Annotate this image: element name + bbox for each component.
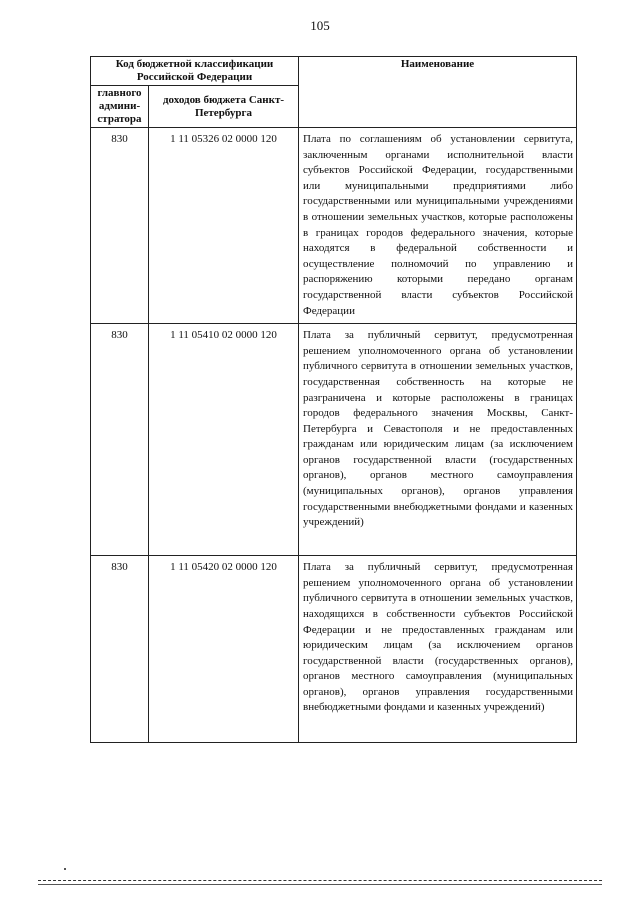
header-name: Наименование — [299, 57, 577, 128]
table-row — [91, 324, 577, 556]
header-classification-code: Код бюджетной классификации Российской Федерации — [91, 57, 299, 86]
table-row — [91, 556, 577, 743]
footer-rule-solid — [38, 884, 602, 885]
header-revenue-code: доходов бюджета Санкт-Петербурга — [149, 86, 299, 128]
table-row — [91, 128, 577, 324]
revenue-code: 1 11 05420 02 0000 120 — [149, 556, 299, 743]
page-number: 105 — [310, 18, 330, 33]
budget-classification-table — [90, 56, 577, 743]
revenue-name: Плата по соглашениям об установлении сервитута, заключенным органами исполнительной власти субъектов Российской Федерации, государственными или муниципальными предприятиями либо государственными или муниципальными учреждениями в отношении земельных участков, которые расположены в границах городов федерального значения, которые находятся в федеральной собственности и осуществление полномочий по управлению и распоряжению которыми передано органам государственной власти субъектов Российской Федерации — [299, 128, 577, 324]
admin-code: 830 — [91, 128, 149, 324]
scan-artifact-dot — [64, 868, 66, 870]
revenue-name: Плата за публичный сервитут, предусмотренная решением уполномоченного органа об установлении публичного сервитута в отношении земельных участков, находящихся в собственности субъектов Российской Федерации и не предоставленных гражданам или юридическим лицам (за исключением органов государственной власти (государственных органов), органов местного самоуправления (муниципальных органов), органов управления государственными внебюджетными фондами и казенных учреждений) — [299, 556, 577, 743]
revenue-code: 1 11 05326 02 0000 120 — [149, 128, 299, 324]
table-header-row-1 — [91, 57, 577, 86]
header-admin: главного админи-стратора — [91, 86, 149, 128]
footer-rule — [38, 880, 602, 881]
revenue-name: Плата за публичный сервитут, предусмотренная решением уполномоченного органа об установлении публичного сервитута в отношении земельных участков, государственная собственность на которые не разграничена и которые расположены в границах городов федерального значения Москвы, Санкт-Петербурга и Севастополя и не предоставленных гражданам или юридическим лицам (за исключением органов государственной власти (государственных органов), органов местного самоуправления (муниципальных органов), органов управления государственными внебюджетными фондами и казенных учреждений) — [299, 324, 577, 556]
admin-code: 830 — [91, 556, 149, 743]
admin-code: 830 — [91, 324, 149, 556]
revenue-code: 1 11 05410 02 0000 120 — [149, 324, 299, 556]
